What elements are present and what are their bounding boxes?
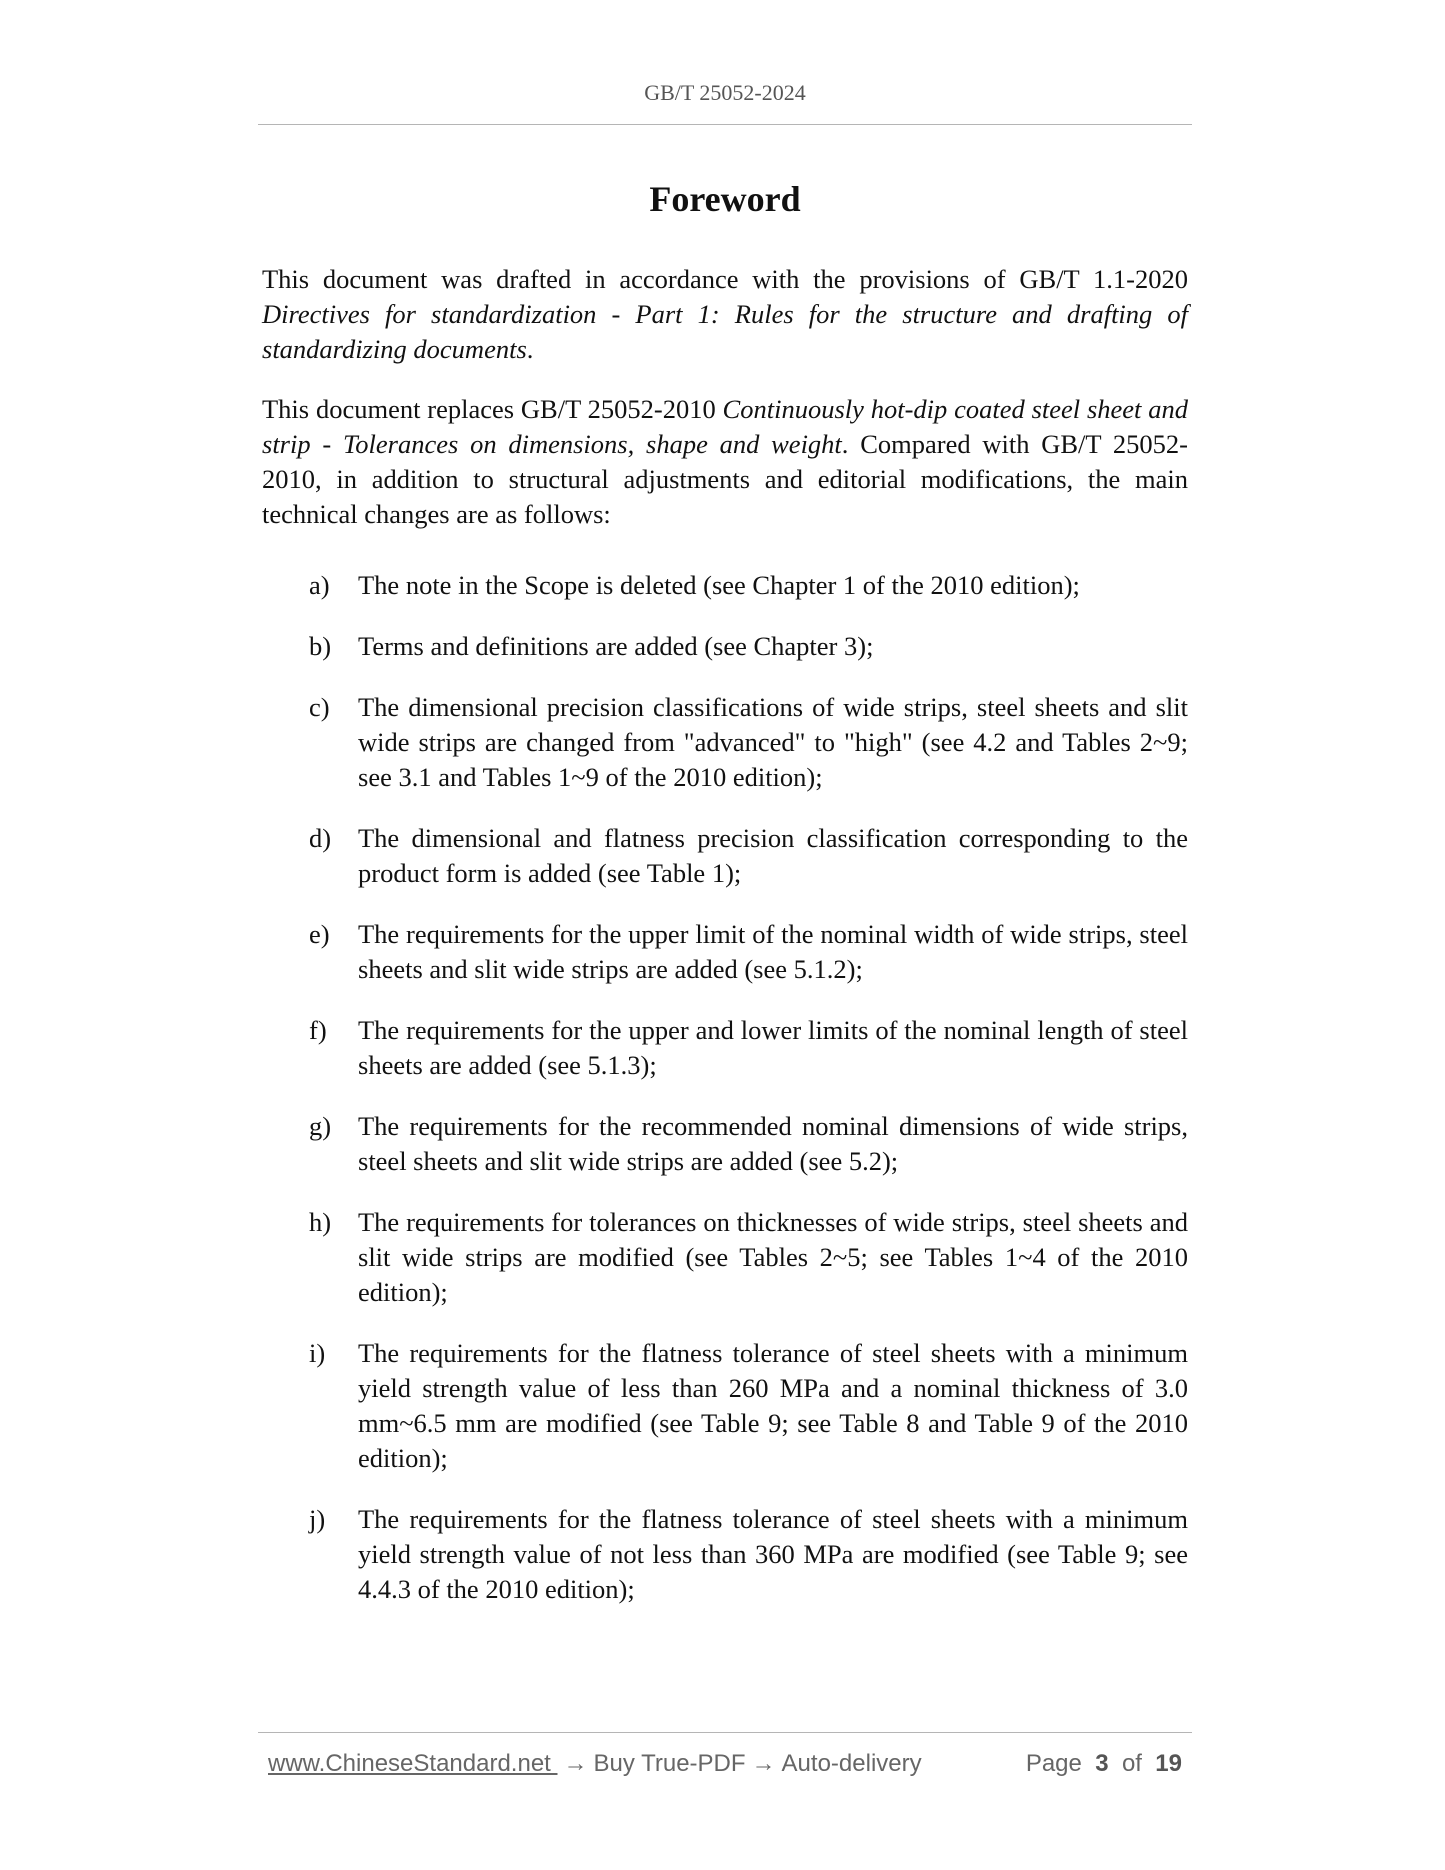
paragraph-text: . Compared with GB/T 25052-2010, in addition to structural adjustments and editorial modifications, the main technical changes are as follows:	[262, 429, 1188, 529]
list-item-text: The requirements for the flatness tolerance of steel sheets with a minimum yield strength value of not less than 360 MPa are modified (see Table 9; see 4.4.3 of the 2010 edition);	[358, 1504, 1188, 1604]
page-footer	[268, 1750, 1182, 1778]
list-marker: a)	[309, 570, 330, 600]
list-item-text: The requirements for the upper limit of the nominal width of wide strips, steel sheets and slit wide strips are added (see 5.1.2);	[358, 919, 1188, 984]
list-marker: d)	[309, 823, 332, 853]
list-item	[262, 1336, 1188, 1476]
foreword-body	[262, 262, 1188, 1633]
list-item-text: Terms and definitions are added (see Chapter 3);	[358, 631, 874, 661]
list-item-text: The dimensional and flatness precision classification corresponding to the product form is added (see Table 1);	[358, 823, 1188, 888]
list-item	[262, 821, 1188, 891]
replaced-standard-title: Continuously hot-dip coated steel sheet and strip - Tolerances on dimensions, shape and weight	[262, 394, 1188, 459]
site-link[interactable]: www.ChineseStandard.net	[268, 1750, 558, 1777]
page-word: Page	[1025, 1750, 1082, 1777]
directive-title: Directives for standardization - Part 1: Rules for the structure and drafting of standardizing documents	[262, 299, 1188, 364]
paragraph-end: .	[526, 334, 534, 364]
page-title: Foreword	[649, 179, 801, 219]
paragraph-text: This document was drafted in accordance with the provisions of GB/T 1.1-2020	[262, 264, 1188, 294]
list-marker: c)	[309, 692, 330, 722]
auto-delivery-label: Auto-delivery	[781, 1750, 922, 1777]
list-item-text: The requirements for the upper and lower limits of the nominal length of steel sheets are added (see 5.1.3);	[358, 1015, 1188, 1080]
list-item	[262, 629, 1188, 664]
list-marker: e)	[309, 919, 330, 949]
arrow-right-icon: →	[563, 1750, 588, 1777]
list-item-text: The requirements for the recommended nominal dimensions of wide strips, steel sheets and slit wide strips are added (see 5.2);	[358, 1111, 1188, 1176]
current-page-number: 3	[1095, 1750, 1109, 1777]
list-item-text: The note in the Scope is deleted (see Chapter 1 of the 2010 edition);	[358, 570, 1080, 600]
footer-rule	[258, 1732, 1192, 1733]
header-rule	[258, 124, 1192, 125]
total-page-count: 19	[1155, 1750, 1182, 1777]
list-item	[262, 1109, 1188, 1179]
list-item-text: The requirements for tolerances on thicknesses of wide strips, steel sheets and slit wide strips are modified (see Tables 2~5; see Tables 1~4 of the 2010 edition);	[358, 1207, 1188, 1307]
list-marker: f)	[309, 1015, 327, 1045]
list-item-text: The dimensional precision classifications of wide strips, steel sheets and slit wide strips are changed from "advanced" to "high" (see 4.2 and Tables 2~9; see 3.1 and Tables 1~9 of the 2010 edition);	[358, 692, 1188, 792]
technical-changes-list	[262, 568, 1188, 1607]
list-marker: h)	[309, 1207, 332, 1237]
list-item-text: The requirements for the flatness tolerance of steel sheets with a minimum yield strength value of less than 260 MPa and a nominal thickness of 3.0 mm~6.5 mm are modified (see Table 9; see Table 8 and Table 9 of the 2010 edition);	[358, 1338, 1188, 1473]
page-counter	[1026, 1750, 1182, 1778]
paragraph-drafting-basis	[262, 262, 1188, 367]
list-item	[262, 1502, 1188, 1607]
list-item	[262, 917, 1188, 987]
list-marker: b)	[309, 631, 332, 661]
paragraph-replacement	[262, 392, 1188, 532]
list-item	[262, 1013, 1188, 1083]
buy-pdf-label: Buy True-PDF	[593, 1750, 746, 1777]
paragraph-text: This document replaces GB/T 25052-2010	[262, 394, 723, 424]
list-item	[262, 568, 1188, 603]
of-word: of	[1121, 1750, 1142, 1777]
list-marker: j)	[309, 1504, 326, 1534]
list-item	[262, 1205, 1188, 1310]
list-marker: g)	[309, 1111, 332, 1141]
arrow-right-icon: →	[751, 1750, 776, 1777]
running-header: GB/T 25052-2024	[644, 80, 806, 105]
list-marker: i)	[309, 1338, 326, 1368]
list-item	[262, 690, 1188, 795]
